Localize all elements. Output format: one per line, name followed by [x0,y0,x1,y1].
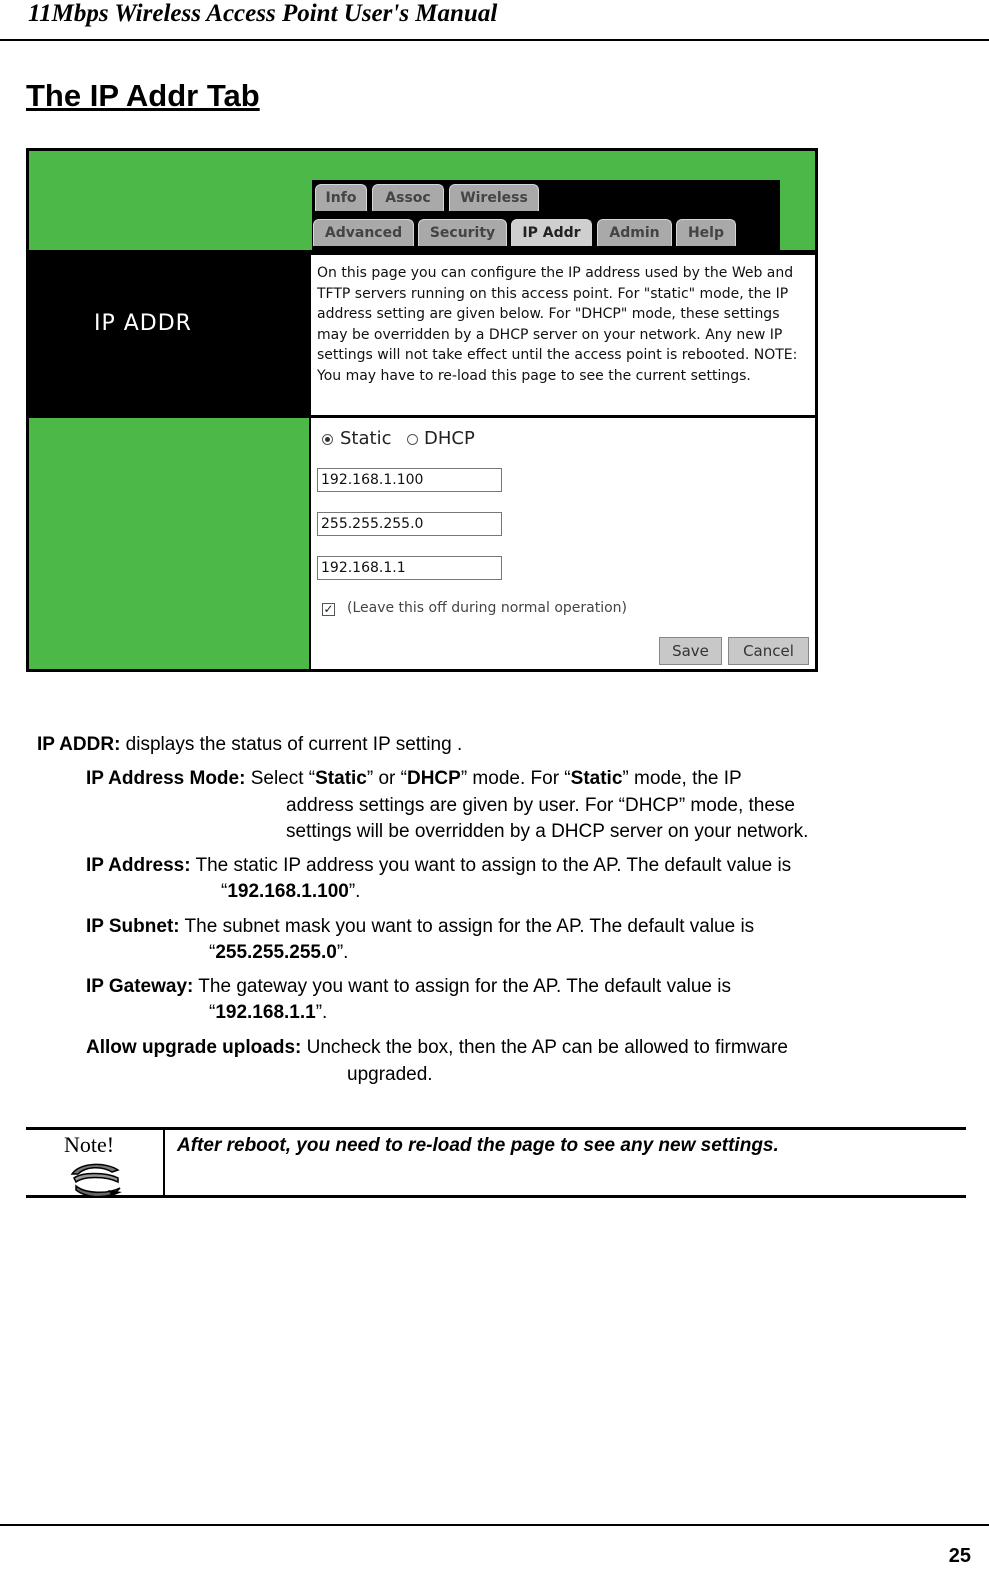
form-labels-panel [29,418,309,672]
allow-upgrade-note: (Leave this off during normal operation) [347,600,628,616]
tab-bar [312,180,780,252]
mode-line-2: address settings are given by user. For “DHCP” mode, these [286,795,796,816]
note-bottom-rule [26,1195,966,1198]
mode-text-2: ” or “ [366,768,407,789]
page-label: IP ADDR [94,311,192,336]
footer-rule [0,1524,989,1526]
save-button[interactable]: Save [659,637,722,665]
address-paragraph [86,855,791,877]
tab-assoc[interactable]: Assoc [372,184,444,211]
address-default-value: 192.168.1.100 [227,881,349,902]
running-header: 11Mbps Wireless Access Point User's Manual [28,0,498,27]
mode-dhcp: DHCP [406,768,461,789]
term-mode: IP Address Mode: [86,768,246,789]
gateway-paragraph [86,976,731,998]
mode-text-3: ” mode. For “ [460,768,571,789]
pointing-hand-icon [68,1160,124,1203]
subnet-paragraph [86,916,754,938]
quote-close: ”. [315,1002,328,1023]
term-gateway: IP Gateway: [86,976,194,997]
tab-help[interactable]: Help [676,219,736,246]
upgrade-text: Uncheck the box, then the AP can be allowed to firmware [301,1037,788,1058]
note-top-rule [26,1127,966,1130]
subnet-default-value: 255.255.255.0 [215,942,337,963]
mode-text-1: Select “ [245,768,316,789]
note-text: After reboot, you need to re-load the page to see any new settings. [177,1135,779,1156]
page-description: On this page you can configure the IP address used by the Web and TFTP servers running on this access point. For "static" mode, the IP address setting are given below. For "DHCP" mode, these settings may be overridden by a DHCP server on your network. Any new IP settings will not take effect until the access point is rebooted. NOTE: You may have to re-load this page to see the current settings. [311,255,815,415]
section-title: The IP Addr Tab [26,78,260,113]
form-fields-panel [311,418,815,670]
mode-static: Static [315,768,367,789]
ipaddr-text: displays the status of current IP setting . [120,734,463,755]
header-rule [0,39,989,41]
tab-admin[interactable]: Admin [597,219,672,246]
term-upgrade: Allow upgrade uploads: [86,1037,302,1058]
ipaddr-paragraph [37,734,462,756]
note-divider [163,1130,165,1195]
quote-open: “ [209,942,216,963]
quote-open: “ [221,881,228,902]
subnet-text: The subnet mask you want to assign for the AP. The default value is [179,916,755,937]
ip-addr-screenshot [26,148,818,672]
note-label: Note! [64,1132,115,1157]
gateway-default-value: 192.168.1.1 [215,1002,316,1023]
mode-static-2: Static [570,768,623,789]
ip-address-input[interactable]: 192.168.1.100 [317,468,502,492]
ip-subnet-input[interactable]: 255.255.255.0 [317,512,502,536]
radio-dhcp[interactable] [407,434,418,445]
radio-dhcp-label: DHCP [424,428,475,449]
upgrade-paragraph [86,1037,788,1059]
gateway-text: The gateway you want to assign for the AP. The default value is [193,976,731,997]
radio-static-label: Static [340,428,392,449]
quote-open: “ [209,1002,216,1023]
tab-info[interactable]: Info [315,184,367,211]
tab-wireless[interactable]: Wireless [449,184,539,211]
subnet-default [209,942,348,964]
term-address: IP Address: [86,855,191,876]
page-number: 25 [948,1545,971,1567]
tab-advanced[interactable]: Advanced [313,219,414,246]
term-subnet: IP Subnet: [86,916,180,937]
term-ipaddr: IP ADDR: [37,734,121,755]
upgrade-line-2: upgraded. [347,1064,433,1085]
cancel-button[interactable]: Cancel [728,637,809,665]
address-default [221,881,360,903]
green-top-left [29,151,309,250]
allow-upgrade-checkbox[interactable]: ✓ [323,602,334,616]
radio-static[interactable] [322,434,333,445]
tab-ip-addr[interactable]: IP Addr [511,219,592,246]
quote-close: ”. [336,942,349,963]
address-text: The static IP address you want to assign to the AP. The default value is [190,855,792,876]
gateway-default [209,1002,327,1024]
tab-security[interactable]: Security [418,219,507,246]
mode-paragraph [86,768,742,790]
quote-close: ”. [348,881,361,902]
ip-gateway-input[interactable]: 192.168.1.1 [317,556,502,580]
mode-line-3: settings will be overridden by a DHCP server on your network. [286,821,809,842]
mode-text-4: ” mode, the IP [622,768,742,789]
